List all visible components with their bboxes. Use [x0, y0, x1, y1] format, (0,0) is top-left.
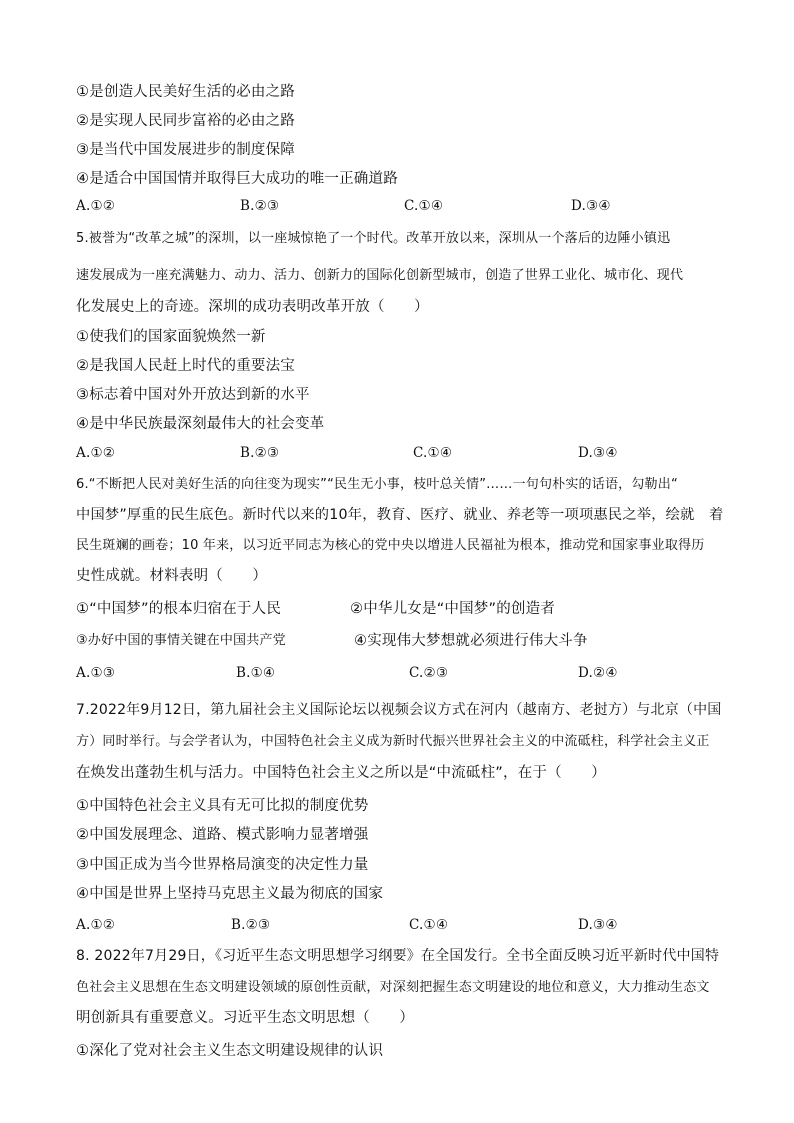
q7-option-4: ④中国是世界上坚持马克思主义最为彻底的国家	[76, 886, 384, 902]
q5-choice-c: C.①④	[413, 445, 453, 461]
q6-option-3: ③办好中国的事情关键在中国共产党	[76, 633, 286, 648]
q7-stem-line-2: 方）同时举行。与会学者认为，中国特色社会主义成为新时代振兴世界社会主义的中流砥柱，科学社会主义正	[76, 734, 710, 749]
prev-option-2: ②是实现人民同步富裕的必由之路	[76, 113, 295, 129]
q5-option-3: ③标志着中国对外开放达到新的水平	[76, 387, 310, 403]
q7-choice-a: A.①②	[76, 917, 116, 933]
prev-choice-a: A.①②	[76, 198, 116, 214]
q6-stem-line-1: 6.“不断把人民对美好生活的向往变为现实”“民生无小事，枝叶总关情”……一句句朴实的话语，勾勒出“	[76, 477, 678, 492]
q5-stem-line-2: 速发展成为一座充满魅力、动力、活力、创新力的国际化创新型城市，创造了世界工业化、城市化、现代	[76, 268, 684, 283]
q6-option-4: ④实现伟大梦想就必须进行伟大斗争	[354, 633, 588, 649]
q7-stem-line-1: 7.2022年9月12日，第九届社会主义国际论坛以视频会议方式在河内（越南方、老挝方）与北京（中国	[76, 702, 722, 718]
q7-option-2: ②中国发展理念、道路、模式影响力显著增强	[76, 827, 369, 843]
q8-stem-line-3: 明创新具有重要意义。习近平生态文明思想（ ）	[76, 1010, 415, 1026]
q5-choice-a: A.①②	[76, 445, 116, 461]
q5-stem-line-3: 化发展史上的奇迹。深圳的成功表明改革开放（ ）	[76, 299, 429, 315]
prev-choice-c: C.①④	[404, 198, 444, 214]
q7-choice-c: C.①④	[409, 917, 449, 933]
q6-choice-a: A.①③	[76, 665, 116, 681]
q6-stem-line-3: 民生斑斓的画卷；10 年来，以习近平同志为核心的党中央以增进人民福祉为根本，推动党和国家事业取得历	[76, 538, 705, 553]
q5-stem-line-1: 5.被誉为“改革之城”的深圳，以一座城惊艳了一个时代。改革开放以来，深圳从一个落后的边陲小镇迅	[76, 231, 671, 246]
q5-choice-d: D.③④	[578, 445, 618, 461]
q6-stem-line-4: 史性成就。材料表明（ ）	[76, 568, 268, 584]
q6-option-1: ①“中国梦”的根本归宿在于人民	[76, 601, 282, 617]
prev-option-1: ①是创造人民美好生活的必由之路	[76, 84, 295, 100]
q7-choice-d: D.③④	[578, 917, 618, 933]
q5-option-2: ②是我国人民赶上时代的重要法宝	[76, 358, 295, 374]
q5-choice-b: B.②③	[240, 445, 280, 461]
q8-stem-line-2: 色社会主义思想在生态文明建设领域的原创性贡献，对深刻把握生态文明建设的地位和意义，大力推动生态文	[76, 980, 710, 995]
q6-choice-b: B.①④	[236, 665, 276, 681]
q6-choice-c: C.②③	[409, 665, 449, 681]
q6-choice-d: D.②④	[578, 665, 618, 681]
q6-option-2: ②中华儿女是“中国梦”的创造者	[350, 601, 556, 617]
q5-option-4: ④是中华民族最深刻最伟大的社会变革	[76, 416, 325, 432]
q8-option-1: ①深化了党对社会主义生态文明建设规律的认识	[76, 1043, 384, 1059]
q7-option-3: ③中国正成为当今世界格局演变的决定性力量	[76, 857, 369, 873]
prev-choice-d: D.③④	[571, 198, 611, 214]
q7-stem-line-3: 在焕发出蓬勃生机与活力。中国特色社会主义之所以是“中流砥柱”，在于（ ）	[76, 765, 606, 781]
prev-choice-b: B.②③	[240, 198, 280, 214]
q7-option-1: ①中国特色社会主义具有无可比拟的制度优势	[76, 798, 369, 814]
prev-option-4: ④是适合中国国情并取得巨大成功的唯一正确道路	[76, 171, 398, 187]
q6-stem-line-2: 中国梦”厚重的民生底色。新时代以来的10年，教育、医疗、就业、养老等一项项惠民之举，绘就 着	[76, 507, 724, 523]
q5-option-1: ①使我们的国家面貌焕然一新	[76, 329, 266, 345]
q7-choice-b: B.②③	[231, 917, 271, 933]
prev-option-3: ③是当代中国发展进步的制度保障	[76, 142, 295, 158]
q8-stem-line-1: 8. 2022年7月29日，《习近平生态文明思想学习纲要》在全国发行。全书全面反映习近平新时代中国特	[76, 948, 720, 964]
